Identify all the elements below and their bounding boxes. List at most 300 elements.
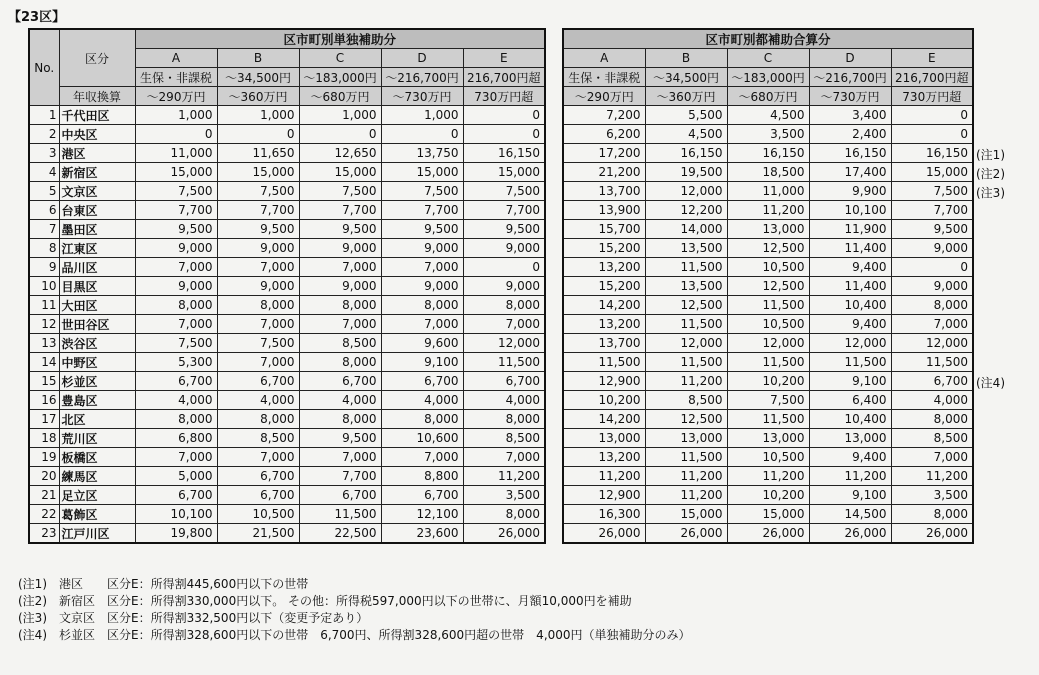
amount-cell: 10,100 <box>135 505 217 524</box>
header-tax-bracket: 216,700円超 <box>891 68 973 87</box>
amount-cell: 12,500 <box>645 296 727 315</box>
amount-cell: 13,200 <box>563 448 645 467</box>
amount-cell: 11,500 <box>727 410 809 429</box>
amount-cell: 7,500 <box>381 182 463 201</box>
header-income-bracket: ～360万円 <box>645 87 727 106</box>
amount-cell: 12,900 <box>563 486 645 505</box>
amount-cell: 15,000 <box>891 163 973 182</box>
header-income-bracket: ～290万円 <box>135 87 217 106</box>
amount-cell: 15,200 <box>563 239 645 258</box>
ward-name: 葛飾区 <box>59 505 135 524</box>
header-col-c: C <box>727 49 809 68</box>
amount-cell: 8,000 <box>891 410 973 429</box>
header-tax-bracket: ～34,500円 <box>217 68 299 87</box>
header-col-d: D <box>809 49 891 68</box>
amount-cell: 7,000 <box>135 258 217 277</box>
table-row <box>563 467 973 486</box>
table-row <box>563 486 973 505</box>
table-row <box>29 201 545 220</box>
amount-cell: 7,000 <box>381 448 463 467</box>
amount-cell: 7,000 <box>217 315 299 334</box>
ward-name: 世田谷区 <box>59 315 135 334</box>
amount-cell: 7,000 <box>299 315 381 334</box>
table-row <box>563 277 973 296</box>
amount-cell: 7,000 <box>135 315 217 334</box>
row-no: 17 <box>29 410 59 429</box>
amount-cell: 18,500 <box>727 163 809 182</box>
row-no: 4 <box>29 163 59 182</box>
table-row <box>29 277 545 296</box>
amount-cell: 15,000 <box>135 163 217 182</box>
amount-cell: 7,500 <box>135 334 217 353</box>
amount-cell: 10,600 <box>381 429 463 448</box>
amount-cell: 6,700 <box>891 372 973 391</box>
amount-cell: 9,000 <box>891 239 973 258</box>
amount-cell: 9,000 <box>217 277 299 296</box>
amount-cell: 15,000 <box>645 505 727 524</box>
amount-cell: 11,200 <box>891 467 973 486</box>
table-row <box>29 182 545 201</box>
amount-cell: 8,800 <box>381 467 463 486</box>
amount-cell: 22,500 <box>299 524 381 544</box>
amount-cell: 7,000 <box>381 315 463 334</box>
amount-cell: 11,500 <box>463 353 545 372</box>
amount-cell: 8,000 <box>891 505 973 524</box>
amount-cell: 6,700 <box>135 372 217 391</box>
amount-cell: 16,150 <box>809 144 891 163</box>
amount-cell: 10,400 <box>809 296 891 315</box>
header-income-bracket: 730万円超 <box>463 87 545 106</box>
amount-cell: 8,500 <box>645 391 727 410</box>
amount-cell: 15,000 <box>727 505 809 524</box>
amount-cell: 9,900 <box>809 182 891 201</box>
amount-cell: 11,200 <box>727 201 809 220</box>
table-row <box>29 220 545 239</box>
amount-cell: 26,000 <box>727 524 809 544</box>
table-row <box>563 296 973 315</box>
ward-name: 台東区 <box>59 201 135 220</box>
header-col-e: E <box>891 49 973 68</box>
amount-cell: 15,000 <box>463 163 545 182</box>
table-row <box>29 106 545 125</box>
page-label: 【23区】 <box>8 10 66 25</box>
header-tax-bracket: ～34,500円 <box>645 68 727 87</box>
amount-cell: 7,000 <box>381 258 463 277</box>
amount-cell: 9,000 <box>463 277 545 296</box>
amount-cell: 19,500 <box>645 163 727 182</box>
amount-cell: 7,000 <box>891 448 973 467</box>
ward-name: 杉並区 <box>59 372 135 391</box>
amount-cell: 0 <box>463 106 545 125</box>
amount-cell: 11,000 <box>135 144 217 163</box>
amount-cell: 16,150 <box>727 144 809 163</box>
header-col-e: E <box>463 49 545 68</box>
amount-cell: 11,900 <box>809 220 891 239</box>
header-no: No. <box>29 29 59 106</box>
amount-cell: 15,700 <box>563 220 645 239</box>
amount-cell: 6,700 <box>299 486 381 505</box>
amount-cell: 11,200 <box>645 467 727 486</box>
header-col-c: C <box>299 49 381 68</box>
amount-cell: 5,500 <box>645 106 727 125</box>
footnote-line: (注3) 文京区 区分E：所得割332,500円以下（変更予定あり） <box>18 611 369 625</box>
amount-cell: 7,000 <box>217 353 299 372</box>
amount-cell: 12,000 <box>463 334 545 353</box>
table-row <box>563 239 973 258</box>
amount-cell: 7,000 <box>217 448 299 467</box>
amount-cell: 0 <box>891 125 973 144</box>
amount-cell: 7,000 <box>891 315 973 334</box>
amount-cell: 8,000 <box>217 296 299 315</box>
row-no: 16 <box>29 391 59 410</box>
header-annual-income: 年収換算 <box>59 87 135 106</box>
table-row <box>563 353 973 372</box>
amount-cell: 13,000 <box>809 429 891 448</box>
ward-name: 江戸川区 <box>59 524 135 544</box>
amount-cell: 9,000 <box>217 239 299 258</box>
ward-name: 北区 <box>59 410 135 429</box>
amount-cell: 10,200 <box>727 486 809 505</box>
amount-cell: 6,700 <box>135 486 217 505</box>
amount-cell: 7,500 <box>299 182 381 201</box>
table-row <box>563 524 973 544</box>
amount-cell: 9,500 <box>299 429 381 448</box>
amount-cell: 7,700 <box>381 201 463 220</box>
amount-cell: 26,000 <box>563 524 645 544</box>
amount-cell: 4,000 <box>217 391 299 410</box>
amount-cell: 7,700 <box>463 201 545 220</box>
row-no: 2 <box>29 125 59 144</box>
amount-cell: 8,500 <box>217 429 299 448</box>
amount-cell: 0 <box>299 125 381 144</box>
amount-cell: 13,000 <box>563 429 645 448</box>
amount-cell: 11,200 <box>463 467 545 486</box>
amount-cell: 9,400 <box>809 448 891 467</box>
amount-cell: 0 <box>381 125 463 144</box>
amount-cell: 5,300 <box>135 353 217 372</box>
header-col-a: A <box>563 49 645 68</box>
table-row <box>29 315 545 334</box>
amount-cell: 11,500 <box>891 353 973 372</box>
footnote-line: (注4) 杉並区 区分E：所得割328,600円以下の世帯 6,700円、所得割328,600円超の世帯 4,000円（単独補助分のみ） <box>18 628 691 642</box>
amount-cell: 12,500 <box>727 277 809 296</box>
header-left-group: 区市町別単独補助分 <box>135 29 545 49</box>
amount-cell: 11,400 <box>809 277 891 296</box>
header-tax-bracket: ～216,700円 <box>381 68 463 87</box>
table-row <box>29 372 545 391</box>
amount-cell: 7,700 <box>135 201 217 220</box>
row-no: 7 <box>29 220 59 239</box>
amount-cell: 6,700 <box>381 372 463 391</box>
amount-cell: 8,000 <box>463 505 545 524</box>
note-marker: (注4) <box>976 375 1005 390</box>
table-row <box>563 334 973 353</box>
amount-cell: 7,700 <box>299 467 381 486</box>
amount-cell: 11,200 <box>563 467 645 486</box>
amount-cell: 7,500 <box>217 334 299 353</box>
amount-cell: 26,000 <box>645 524 727 544</box>
row-no: 22 <box>29 505 59 524</box>
amount-cell: 8,000 <box>381 296 463 315</box>
table-row <box>29 296 545 315</box>
header-col-b: B <box>645 49 727 68</box>
ward-name: 墨田区 <box>59 220 135 239</box>
amount-cell: 23,600 <box>381 524 463 544</box>
amount-cell: 19,800 <box>135 524 217 544</box>
row-no: 20 <box>29 467 59 486</box>
amount-cell: 15,000 <box>381 163 463 182</box>
header-income-bracket: ～680万円 <box>727 87 809 106</box>
row-no: 6 <box>29 201 59 220</box>
header-tax-bracket: 生保・非課税 <box>563 68 645 87</box>
amount-cell: 6,800 <box>135 429 217 448</box>
ward-name: 目黒区 <box>59 277 135 296</box>
amount-cell: 3,500 <box>891 486 973 505</box>
amount-cell: 7,700 <box>299 201 381 220</box>
header-tax-bracket: 216,700円超 <box>463 68 545 87</box>
amount-cell: 1,000 <box>299 106 381 125</box>
table-row <box>563 315 973 334</box>
amount-cell: 14,000 <box>645 220 727 239</box>
table-row <box>563 410 973 429</box>
amount-cell: 16,150 <box>645 144 727 163</box>
amount-cell: 12,000 <box>727 334 809 353</box>
amount-cell: 13,000 <box>727 220 809 239</box>
amount-cell: 6,700 <box>217 486 299 505</box>
amount-cell: 11,200 <box>727 467 809 486</box>
amount-cell: 16,300 <box>563 505 645 524</box>
amount-cell: 1,000 <box>381 106 463 125</box>
amount-cell: 6,700 <box>463 372 545 391</box>
table-row <box>563 220 973 239</box>
amount-cell: 4,500 <box>645 125 727 144</box>
amount-cell: 10,500 <box>727 258 809 277</box>
right-table-combined-subsidy <box>562 28 974 544</box>
amount-cell: 0 <box>891 106 973 125</box>
amount-cell: 12,650 <box>299 144 381 163</box>
header-income-bracket: 730万円超 <box>891 87 973 106</box>
amount-cell: 10,500 <box>217 505 299 524</box>
amount-cell: 0 <box>463 258 545 277</box>
amount-cell: 2,400 <box>809 125 891 144</box>
row-no: 21 <box>29 486 59 505</box>
table-row <box>563 448 973 467</box>
amount-cell: 11,500 <box>727 296 809 315</box>
amount-cell: 14,500 <box>809 505 891 524</box>
amount-cell: 7,500 <box>727 391 809 410</box>
amount-cell: 13,750 <box>381 144 463 163</box>
amount-cell: 11,200 <box>645 372 727 391</box>
header-tax-bracket: ～183,000円 <box>299 68 381 87</box>
table-row <box>563 125 973 144</box>
amount-cell: 12,500 <box>645 410 727 429</box>
amount-cell: 9,000 <box>891 277 973 296</box>
amount-cell: 13,500 <box>645 277 727 296</box>
ward-name: 江東区 <box>59 239 135 258</box>
header-col-a: A <box>135 49 217 68</box>
ward-name: 中野区 <box>59 353 135 372</box>
amount-cell: 10,200 <box>727 372 809 391</box>
amount-cell: 13,900 <box>563 201 645 220</box>
table-row <box>563 429 973 448</box>
amount-cell: 6,700 <box>299 372 381 391</box>
table-row <box>563 106 973 125</box>
header-income-bracket: ～290万円 <box>563 87 645 106</box>
amount-cell: 26,000 <box>891 524 973 544</box>
amount-cell: 13,700 <box>563 334 645 353</box>
amount-cell: 0 <box>135 125 217 144</box>
table-row <box>29 258 545 277</box>
ward-name: 中央区 <box>59 125 135 144</box>
header-income-bracket: ～680万円 <box>299 87 381 106</box>
left-table-single-subsidy <box>28 28 546 544</box>
row-no: 8 <box>29 239 59 258</box>
amount-cell: 12,000 <box>645 182 727 201</box>
amount-cell: 9,000 <box>463 239 545 258</box>
amount-cell: 11,500 <box>645 353 727 372</box>
row-no: 18 <box>29 429 59 448</box>
amount-cell: 1,000 <box>135 106 217 125</box>
amount-cell: 11,200 <box>645 486 727 505</box>
amount-cell: 8,000 <box>299 353 381 372</box>
amount-cell: 9,000 <box>381 239 463 258</box>
amount-cell: 12,500 <box>727 239 809 258</box>
amount-cell: 4,000 <box>463 391 545 410</box>
table-row <box>29 448 545 467</box>
table-row <box>29 391 545 410</box>
amount-cell: 6,200 <box>563 125 645 144</box>
amount-cell: 10,500 <box>727 315 809 334</box>
amount-cell: 7,500 <box>217 182 299 201</box>
ward-name: 練馬区 <box>59 467 135 486</box>
amount-cell: 11,500 <box>645 315 727 334</box>
amount-cell: 14,200 <box>563 296 645 315</box>
table-row <box>29 486 545 505</box>
amount-cell: 15,000 <box>299 163 381 182</box>
amount-cell: 3,500 <box>463 486 545 505</box>
amount-cell: 3,400 <box>809 106 891 125</box>
table-row <box>563 372 973 391</box>
header-tax-bracket: 生保・非課税 <box>135 68 217 87</box>
header-kubun: 区分 <box>59 29 135 87</box>
ward-name: 大田区 <box>59 296 135 315</box>
ward-name: 板橋区 <box>59 448 135 467</box>
header-col-b: B <box>217 49 299 68</box>
header-tax-bracket: ～183,000円 <box>727 68 809 87</box>
table-row <box>29 125 545 144</box>
amount-cell: 1,000 <box>217 106 299 125</box>
amount-cell: 11,500 <box>563 353 645 372</box>
amount-cell: 8,000 <box>299 410 381 429</box>
amount-cell: 9,500 <box>463 220 545 239</box>
table-row <box>29 524 545 544</box>
amount-cell: 9,000 <box>135 277 217 296</box>
table-row <box>29 505 545 524</box>
amount-cell: 16,150 <box>891 144 973 163</box>
amount-cell: 8,000 <box>135 410 217 429</box>
amount-cell: 12,000 <box>891 334 973 353</box>
row-no: 1 <box>29 106 59 125</box>
amount-cell: 9,400 <box>809 315 891 334</box>
amount-cell: 11,200 <box>809 467 891 486</box>
table-row <box>29 467 545 486</box>
amount-cell: 12,900 <box>563 372 645 391</box>
amount-cell: 26,000 <box>809 524 891 544</box>
ward-name: 品川区 <box>59 258 135 277</box>
amount-cell: 7,000 <box>463 315 545 334</box>
amount-cell: 21,500 <box>217 524 299 544</box>
amount-cell: 12,200 <box>645 201 727 220</box>
amount-cell: 9,500 <box>299 220 381 239</box>
header-income-bracket: ～360万円 <box>217 87 299 106</box>
amount-cell: 7,500 <box>463 182 545 201</box>
amount-cell: 11,500 <box>645 258 727 277</box>
ward-name: 足立区 <box>59 486 135 505</box>
amount-cell: 8,000 <box>299 296 381 315</box>
amount-cell: 8,000 <box>381 410 463 429</box>
amount-cell: 8,000 <box>891 296 973 315</box>
table-row <box>29 239 545 258</box>
amount-cell: 0 <box>463 125 545 144</box>
amount-cell: 13,200 <box>563 258 645 277</box>
amount-cell: 7,700 <box>217 201 299 220</box>
amount-cell: 14,200 <box>563 410 645 429</box>
note-marker: (注2) <box>976 166 1005 181</box>
amount-cell: 11,500 <box>299 505 381 524</box>
table-row <box>563 144 973 163</box>
table-row <box>29 429 545 448</box>
header-right-group: 区市町別都補助合算分 <box>563 29 973 49</box>
row-no: 11 <box>29 296 59 315</box>
amount-cell: 9,000 <box>381 277 463 296</box>
amount-cell: 17,400 <box>809 163 891 182</box>
table-row <box>29 163 545 182</box>
amount-cell: 9,100 <box>809 486 891 505</box>
amount-cell: 9,500 <box>381 220 463 239</box>
amount-cell: 4,000 <box>891 391 973 410</box>
amount-cell: 15,000 <box>217 163 299 182</box>
amount-cell: 11,400 <box>809 239 891 258</box>
row-no: 9 <box>29 258 59 277</box>
amount-cell: 9,100 <box>381 353 463 372</box>
amount-cell: 12,000 <box>645 334 727 353</box>
ward-name: 港区 <box>59 144 135 163</box>
amount-cell: 7,000 <box>135 448 217 467</box>
table-row <box>563 163 973 182</box>
amount-cell: 8,000 <box>135 296 217 315</box>
amount-cell: 4,500 <box>727 106 809 125</box>
amount-cell: 11,500 <box>809 353 891 372</box>
header-col-d: D <box>381 49 463 68</box>
amount-cell: 7,200 <box>563 106 645 125</box>
table-row <box>563 201 973 220</box>
amount-cell: 0 <box>217 125 299 144</box>
table-row <box>29 353 545 372</box>
amount-cell: 0 <box>891 258 973 277</box>
amount-cell: 13,000 <box>645 429 727 448</box>
amount-cell: 9,500 <box>891 220 973 239</box>
amount-cell: 6,700 <box>217 372 299 391</box>
table-row <box>29 334 545 353</box>
table-row <box>563 505 973 524</box>
ward-name: 千代田区 <box>59 106 135 125</box>
amount-cell: 7,000 <box>299 258 381 277</box>
row-no: 14 <box>29 353 59 372</box>
note-marker: (注1) <box>976 147 1005 162</box>
ward-name: 文京区 <box>59 182 135 201</box>
amount-cell: 6,700 <box>217 467 299 486</box>
amount-cell: 8,000 <box>463 410 545 429</box>
